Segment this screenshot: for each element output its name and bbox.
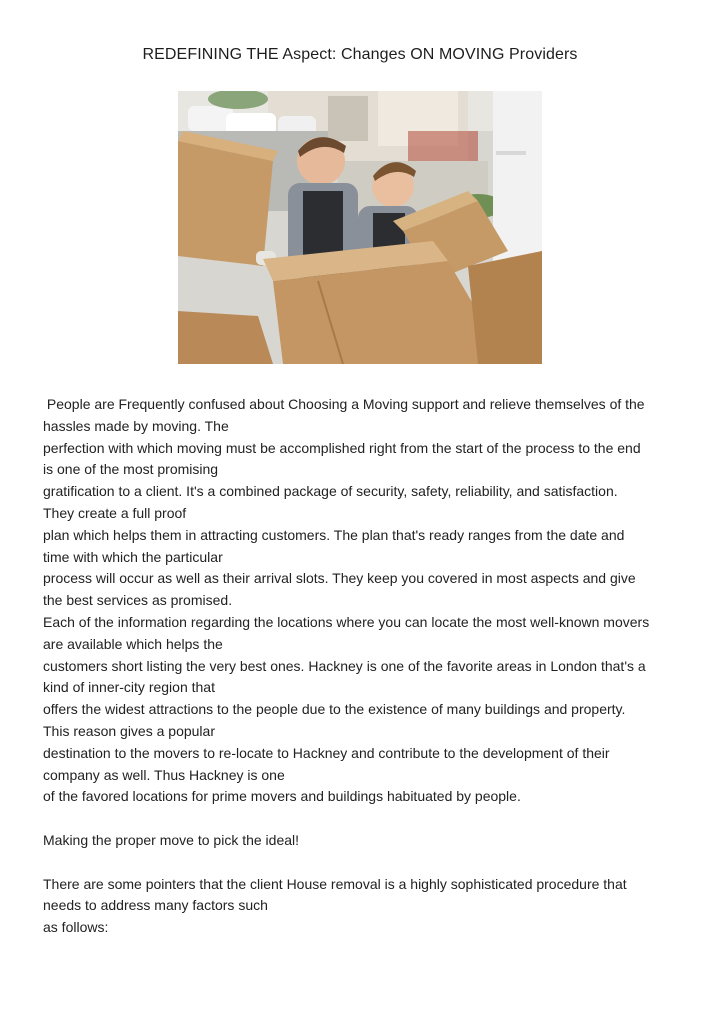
text-line: needs to address many factors such [43,897,268,914]
text-line: hassles made by moving. The [43,417,229,434]
page-title: REDEFINING THE Aspect: Changes ON MOVING Providers [142,46,578,63]
paragraph-gap [43,852,683,874]
movers-photo [178,91,542,364]
text-line: of the favored locations for prime movers and buildings habituated by people. [43,788,521,805]
text-line: process will occur as well as their arrival slots. They keep you covered in most aspects and give [43,570,636,587]
text-line: is one of the most promising [43,461,219,478]
text-line: kind of inner-city region that [43,679,215,696]
text-line: as follows: [43,919,109,936]
paragraph [43,394,683,808]
text-line: Making the proper move to pick the ideal! [43,831,300,848]
text-line: Each of the information regarding the locations where you can locate the most well-known movers [43,613,650,630]
text-line: the best services as promised. [43,592,233,609]
text-line: This reason gives a popular [43,722,215,739]
article-body [43,394,683,939]
text-line: are available which helps the [43,635,223,652]
text-line: People are Frequently confused about Choosing a Moving support and relieve themselves of the [43,396,645,412]
paragraph [43,830,683,852]
text-line: offers the widest attractions to the people due to the existence of many buildings and property. [43,701,626,718]
text-line: destination to the movers to re-locate to Hackney and contribute to the development of their [43,744,610,761]
paragraph-gap [43,808,683,830]
text-line: There are some pointers that the client House removal is a highly sophisticated procedure that [43,875,627,892]
text-line: gratification to a client. It's a combined package of security, safety, reliability, and satisfaction. [43,483,618,500]
text-line: perfection with which moving must be accomplished right from the start of the process to the end [43,439,641,456]
movers-photo-icon [178,91,542,364]
text-line: customers short listing the very best ones. Hackney is one of the favorite areas in London that's a [43,657,646,674]
text-line: plan which helps them in attracting customers. The plan that's ready ranges from the date and [43,526,625,543]
text-line: company as well. Thus Hackney is one [43,766,285,783]
text-line: They create a full proof [43,504,187,521]
text-line: time with which the particular [43,548,223,565]
paragraph [43,874,683,939]
